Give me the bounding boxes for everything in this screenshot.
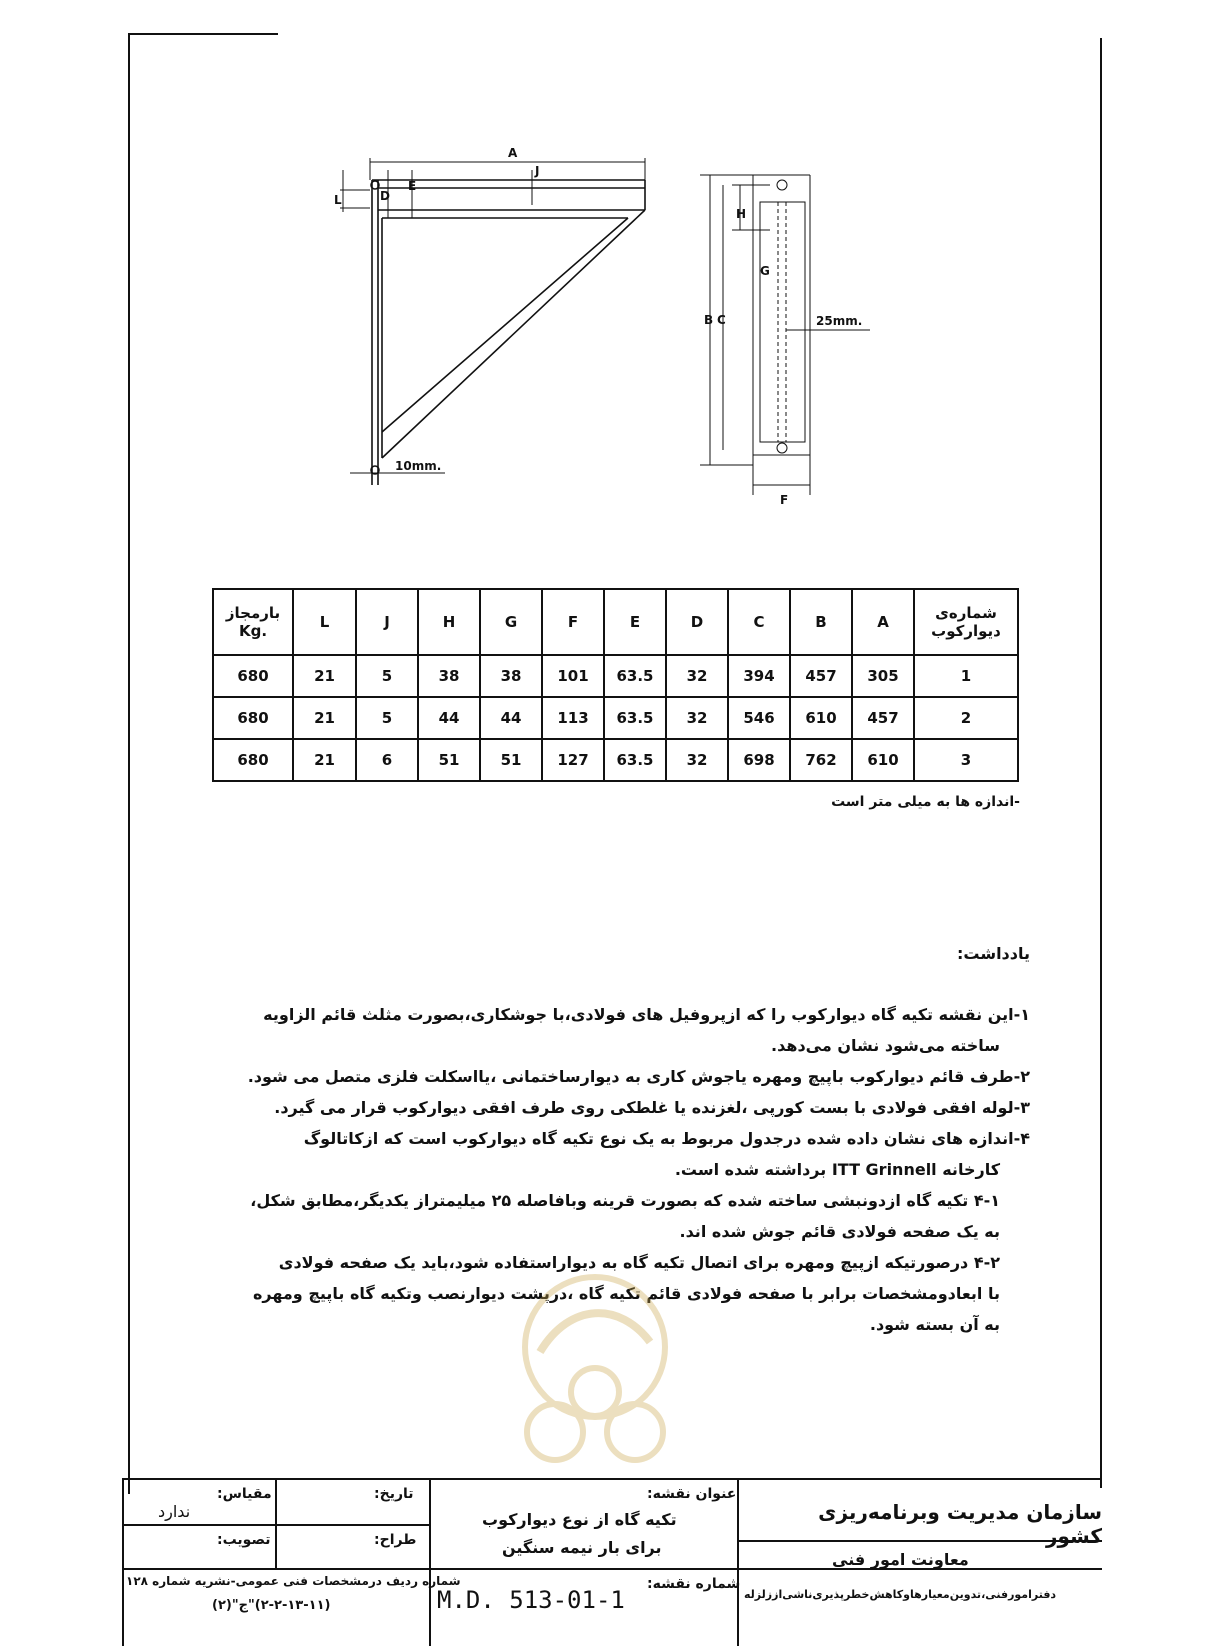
table-cell: 63.5	[604, 655, 666, 697]
title-block	[122, 1478, 1102, 1646]
frame-right-border	[1100, 38, 1102, 1488]
table-cell: 51	[418, 739, 480, 781]
drawing-number: M.D. 513-01-1	[437, 1586, 625, 1614]
table-cell: 394	[728, 655, 790, 697]
header-h: H	[418, 589, 480, 655]
header-num-line1: شماره‌ی	[935, 604, 997, 622]
dim-label-c: C	[717, 313, 726, 327]
table-cell: 5	[356, 697, 418, 739]
approval-label: تصویب:	[217, 1532, 271, 1548]
table-cell: 698	[728, 739, 790, 781]
table-cell: 38	[480, 655, 542, 697]
header-e: E	[604, 589, 666, 655]
dim-label-b: B	[704, 313, 714, 327]
table-cell: 127	[542, 739, 604, 781]
note-line: ۴-۲ درصورتیکه ازپیچ ومهره برای اتصال تکیه گاه به دیواراستفاده شود،باید یک صفحه فولادی	[278, 1253, 1000, 1272]
header-load	[213, 589, 293, 655]
dim-label-g: G	[760, 264, 770, 278]
table-row	[213, 697, 1018, 739]
note-line: ۴-اندازه های نشان داده شده درجدول مربوط به یک نوع تکیه گاه دیوارکوب است که ازکاتالوگ	[303, 1129, 1030, 1148]
note-line: به یک صفحه فولادی قائم جوش شده اند.	[679, 1222, 1000, 1241]
units-note: -اندازه ها به میلی متر است	[831, 794, 1020, 810]
tb-divider	[122, 1480, 124, 1646]
table-cell: 3	[914, 739, 1018, 781]
table-cell: 305	[852, 655, 914, 697]
scale-value: ندارد	[158, 1502, 191, 1521]
note-line: ۳-لوله افقی فولادی با بست کورپی ،لغزنده یا غلطکی روی طرف افقی دیوارکوب قرار می گیرد.	[274, 1098, 1030, 1117]
watermark-seal	[510, 1262, 680, 1482]
header-a: A	[852, 589, 914, 655]
drawing-number-label: شماره نقشه:	[647, 1576, 741, 1592]
table-cell: 38	[418, 655, 480, 697]
designer-label: طراح:	[374, 1532, 417, 1548]
note-line: ۱-این نقشه تکیه گاه دیوارکوب را که ازپروفیل های فولادی،با جوشکاری،بصورت مثلث قائم الزاویه	[263, 1005, 1030, 1024]
table-cell: 44	[418, 697, 480, 739]
drawing-title-label: عنوان نقشه:	[647, 1486, 737, 1502]
dim-label-l: L	[334, 193, 342, 207]
note-line: کارخانه ITT Grinnell برداشته شده است.	[674, 1160, 1000, 1179]
org-office: دفترامورفنی،تدوین‌معیارهاوکاهش‌خطرپذیری‌ناشی‌اززلزله	[744, 1588, 1057, 1601]
table-cell: 32	[666, 739, 728, 781]
table-header-row	[213, 589, 1018, 655]
header-num-line2: دیوارکوب	[931, 622, 1001, 640]
table-cell: 680	[213, 697, 293, 739]
bracket-dimensions-table	[212, 588, 1019, 782]
header-b: B	[790, 589, 852, 655]
frame-left-border	[128, 34, 130, 1494]
table-cell: 2	[914, 697, 1018, 739]
dim-label-e: E	[408, 179, 417, 193]
note-line: به آن بسته شود.	[869, 1315, 1000, 1334]
org-dept: معاونت امور فنی	[832, 1550, 969, 1569]
dim-label-f: F	[780, 493, 789, 507]
header-load-line2: Kg.	[238, 622, 268, 640]
table-cell: 610	[852, 739, 914, 781]
table-cell: 457	[790, 655, 852, 697]
table-cell: 32	[666, 697, 728, 739]
table-cell: 113	[542, 697, 604, 739]
dim-label-10mm: 10mm.	[395, 459, 442, 473]
org-name: سازمان مدیریت وبرنامه‌ریزی کشور	[818, 1500, 1102, 1548]
table-cell: 44	[480, 697, 542, 739]
tb-divider	[429, 1480, 431, 1646]
drawing-title-line2: برای بار نیمه سنگین	[502, 1538, 662, 1557]
header-f: F	[542, 589, 604, 655]
table-cell: 610	[790, 697, 852, 739]
dim-label-25mm: 25mm.	[816, 314, 863, 328]
table-cell: 21	[293, 739, 356, 781]
table-cell: 6	[356, 739, 418, 781]
dim-label-h: H	[736, 207, 747, 221]
reference-line1: شماره ردیف درمشخصات فنی عمومی-نشریه شماره ۱۲۸	[126, 1574, 461, 1588]
table-cell: 101	[542, 655, 604, 697]
table-cell: 680	[213, 739, 293, 781]
dim-label-j: J	[535, 164, 540, 178]
table-cell: 546	[728, 697, 790, 739]
header-c: C	[728, 589, 790, 655]
table-cell: 457	[852, 697, 914, 739]
frame-top-line	[128, 33, 278, 35]
table-cell: 63.5	[604, 739, 666, 781]
header-j: J	[356, 589, 418, 655]
table-cell: 1	[914, 655, 1018, 697]
note-line: ۲-طرف قائم دیوارکوب باپیچ ومهره یاجوش کاری به دیوارساختمانی ،یااسکلت فلزی متصل می شود.	[247, 1067, 1030, 1086]
header-l: L	[293, 589, 356, 655]
table-cell: 51	[480, 739, 542, 781]
tb-divider	[122, 1524, 429, 1526]
table-cell: 32	[666, 655, 728, 697]
drawing-title-line1: تکیه گاه از نوع دیوارکوب	[482, 1510, 677, 1529]
table-row	[213, 655, 1018, 697]
table-cell: 5	[356, 655, 418, 697]
header-load-line1: بارمجاز	[225, 604, 281, 622]
header-d: D	[666, 589, 728, 655]
table-cell: 63.5	[604, 697, 666, 739]
table-cell: 762	[790, 739, 852, 781]
reference-line2: (۲-۲-۱۳-۱۱)"ج"(۲)	[212, 1598, 331, 1613]
notes-heading: یادداشت:	[957, 944, 1030, 963]
header-bracket-number	[914, 589, 1018, 655]
dim-label-d: D	[380, 189, 390, 203]
header-g: G	[480, 589, 542, 655]
note-line: ساخته می‌شود نشان می‌دهد.	[771, 1036, 1000, 1055]
note-line: با ابعادومشخصات برابر با صفحه فولادی قائم تکیه گاه ،درپشت دیوارنصب وتکیه گاه باپیچ ومهره	[252, 1284, 1000, 1303]
tb-divider	[737, 1480, 739, 1646]
table-cell: 680	[213, 655, 293, 697]
scale-label: مقیاس:	[217, 1486, 272, 1502]
table-cell: 21	[293, 655, 356, 697]
bracket-drawing	[334, 140, 940, 540]
date-label: تاریخ:	[374, 1486, 414, 1502]
table-cell: 21	[293, 697, 356, 739]
note-line: ۴-۱ تکیه گاه ازدونبشی ساخته شده که بصورت قرینه وبافاصله ۲۵ میلیمتراز یکدیگر،مطابق شکل،	[250, 1191, 1000, 1210]
table-row	[213, 739, 1018, 781]
dim-label-a: A	[508, 146, 518, 160]
